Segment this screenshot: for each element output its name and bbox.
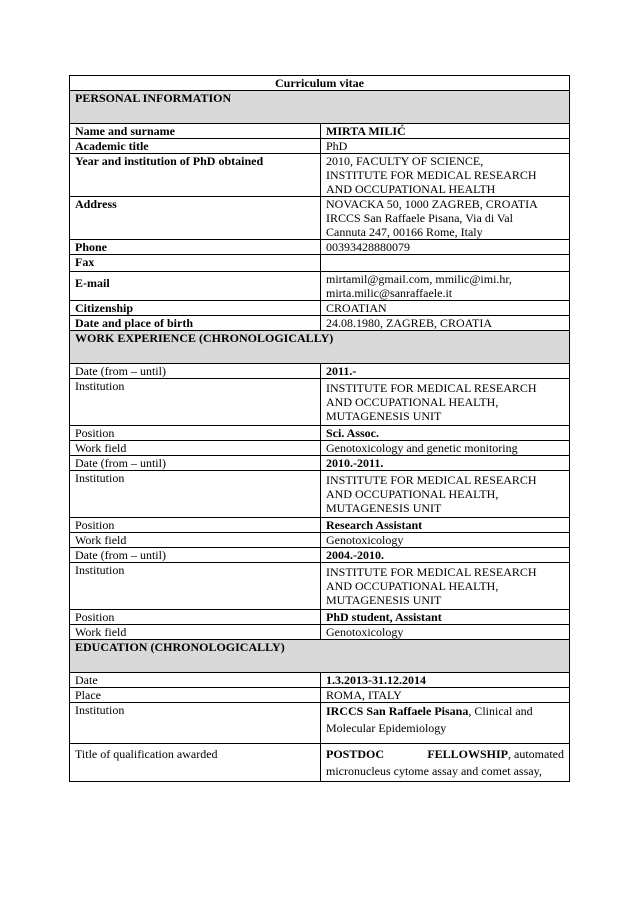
work-row-date [70,364,570,379]
work-work-field-value: Genotoxicology [321,533,570,548]
work-institution-line: AND OCCUPATIONAL HEALTH, [326,487,499,501]
personal-row [70,124,570,139]
edu-qualification-label: Title of qualification awarded [70,744,321,782]
work-position-value: Sci. Assoc. [321,426,570,441]
edu-qualification-w3: , automated [508,747,564,761]
personal-row-value-line: MIRTA MILIĆ [326,124,406,138]
personal-row-label: Year and institution of PhD obtained [70,154,321,197]
work-institution-line: MUTAGENESIS UNIT [326,409,442,423]
personal-row-label: Fax [70,255,321,272]
work-work-field-label: Work field [70,625,321,640]
personal-row-label: Address [70,197,321,240]
personal-row-label: E-mail [70,272,321,301]
work-institution-line: MUTAGENESIS UNIT [326,593,442,607]
section-education: EDUCATION (CHRONOLOGICALLY) [70,640,570,673]
personal-row-label: Phone [70,240,321,255]
personal-row-value-line: 24.08.1980, ZAGREB, CROATIA [326,316,493,330]
edu-qualification-w2: FELLOWSHIP [427,747,509,761]
personal-row-value-line: 2010, FACULTY OF SCIENCE, [326,154,484,168]
work-work-field-value: Genotoxicology [321,625,570,640]
work-row-institution [70,471,570,518]
personal-row-value-line: AND OCCUPATIONAL HEALTH [326,182,496,196]
personal-row [70,154,570,197]
work-position-value: Research Assistant [321,518,570,533]
work-row-institution [70,379,570,426]
work-date-label: Date (from – until) [70,548,321,563]
work-institution-label: Institution [70,563,321,610]
work-row-work-field [70,441,570,456]
work-rows [70,364,570,640]
personal-row-value-line: INSTITUTE FOR MEDICAL RESEARCH [326,168,537,182]
edu-date-value: 1.3.2013-31.12.2014 [321,673,570,688]
work-date-value: 2010.-2011. [321,456,570,471]
personal-row-value [321,124,570,139]
work-row-position [70,518,570,533]
section-work-experience: WORK EXPERIENCE (CHRONOLOGICALLY) [70,331,570,364]
edu-institution-name: IRCCS San Raffaele Pisana [326,704,469,718]
edu-institution-label: Institution [70,703,321,744]
work-position-label: Position [70,426,321,441]
work-work-field-label: Work field [70,441,321,456]
work-date-label: Date (from – until) [70,456,321,471]
personal-row-value [321,255,570,272]
personal-row-value [321,316,570,331]
personal-row-value-line: NOVACKA 50, 1000 ZAGREB, CROATIA [326,197,538,211]
edu-place-label: Place [70,688,321,703]
edu-qualification-line2: micronucleus cytome assay and comet assay, [326,764,542,778]
personal-row [70,255,570,272]
cv-title: Curriculum vitae [70,76,570,91]
personal-row [70,316,570,331]
work-row-date [70,548,570,563]
work-position-label: Position [70,518,321,533]
work-institution-line: INSTITUTE FOR MEDICAL RESEARCH [326,381,537,395]
personal-row-value [321,272,570,301]
personal-row [70,272,570,301]
work-work-field-value: Genotoxicology and genetic monitoring [321,441,570,456]
edu-date-label: Date [70,673,321,688]
work-row-date [70,456,570,471]
personal-row-value [321,240,570,255]
work-institution-value [321,471,570,518]
work-date-label: Date (from – until) [70,364,321,379]
work-position-value: PhD student, Assistant [321,610,570,625]
personal-row [70,240,570,255]
personal-row-value-line: PhD [326,139,348,153]
personal-row-value-line: mirta.milic@sanraffaele.it [326,286,453,300]
personal-row-value-line: CROATIAN [326,301,387,315]
personal-row-value-line: mirtamil@gmail.com, mmilic@imi.hr, [326,272,512,286]
work-work-field-label: Work field [70,533,321,548]
edu-place-value: ROMA, ITALY [321,688,570,703]
personal-row-label: Date and place of birth [70,316,321,331]
work-institution-label: Institution [70,471,321,518]
personal-row-value [321,301,570,316]
work-institution-line: AND OCCUPATIONAL HEALTH, [326,395,499,409]
personal-rows [70,124,570,331]
edu-qualification-w1: POSTDOC [326,747,385,761]
work-row-institution [70,563,570,610]
work-institution-line: AND OCCUPATIONAL HEALTH, [326,579,499,593]
personal-row [70,197,570,240]
personal-row [70,301,570,316]
personal-row-value [321,154,570,197]
personal-row-value-line: 00393428880079 [326,240,410,254]
work-date-value: 2011.- [321,364,570,379]
edu-institution-dept: , Clinical and [468,704,533,718]
personal-row-label: Citizenship [70,301,321,316]
work-institution-label: Institution [70,379,321,426]
cv-table [69,75,570,782]
work-row-position [70,426,570,441]
work-row-position [70,610,570,625]
work-row-work-field [70,625,570,640]
work-institution-value [321,379,570,426]
personal-row [70,139,570,154]
section-personal-information: PERSONAL INFORMATION [70,91,570,124]
personal-row-value-line: IRCCS San Raffaele Pisana, Via di Val [326,211,513,225]
personal-row-value [321,197,570,240]
personal-row-value-line [326,255,564,271]
edu-qualification-value [321,744,570,782]
personal-row-label: Academic title [70,139,321,154]
work-institution-line: INSTITUTE FOR MEDICAL RESEARCH [326,565,537,579]
work-date-value: 2004.-2010. [321,548,570,563]
edu-institution-dept-2: Molecular Epidemiology [326,721,447,735]
work-institution-line: INSTITUTE FOR MEDICAL RESEARCH [326,473,537,487]
personal-row-label: Name and surname [70,124,321,139]
work-row-work-field [70,533,570,548]
edu-institution-value [321,703,570,744]
work-institution-value [321,563,570,610]
personal-row-value-line: Cannuta 247, 00166 Rome, Italy [326,225,483,239]
personal-row-value [321,139,570,154]
work-institution-line: MUTAGENESIS UNIT [326,501,442,515]
work-position-label: Position [70,610,321,625]
